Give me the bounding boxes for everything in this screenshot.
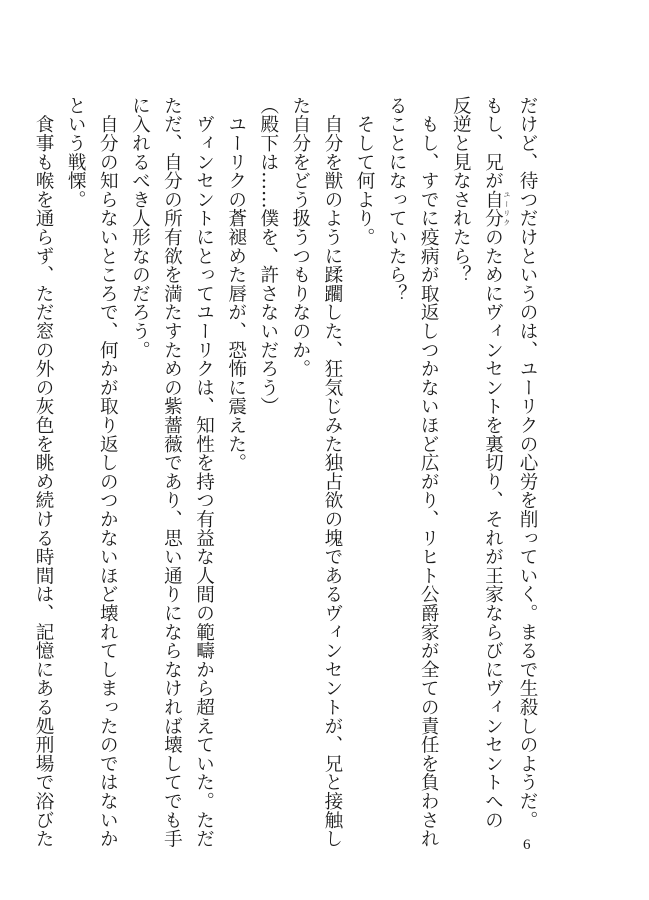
text-line: そして何より。 bbox=[354, 96, 376, 247]
text-line: もし、すでに疫病が取返しつかないほど広がり、リヒト公爵家が全ての責任を負わされ bbox=[418, 96, 440, 848]
text-line: ヴィンセントにとってユーリクは、知性を持つ有益な人間の範疇から超えていた。ただ bbox=[193, 96, 215, 848]
text-line: だけど、待つだけというのは、ユーリクの心労を削っていく。まるで生殺しのようだ。 bbox=[517, 96, 538, 830]
text-line: ただ、自分の所有欲を満たすための紫薔薇であり、思い通りにならなければ壊してでも手 bbox=[161, 96, 183, 848]
text-line: 自分の知らないところで、何かが取り返しのつかないほど壊れてしまったのではないか bbox=[97, 96, 119, 848]
vertical-text-body bbox=[27, 96, 543, 848]
ruby-reading: ユーリク bbox=[502, 190, 511, 228]
text-line: 自分を獣のように蹂躙した、狂気じみた独占欲の塊であるヴィンセントが、兄と接触し bbox=[321, 96, 343, 848]
text-segment: もし、兄が bbox=[482, 96, 504, 190]
text-line: に入れるべき人形なのだろう。 bbox=[129, 96, 151, 360]
text-line: た自分をどう扱うつもりなのか。 bbox=[289, 96, 311, 378]
text-line: ユーリクの蒼褪めた唇が、恐怖に震えた。 bbox=[225, 96, 247, 472]
page-number: 6 bbox=[523, 837, 531, 853]
ruby-annotation bbox=[482, 190, 511, 228]
text-line: という戦慄。 bbox=[65, 96, 87, 209]
ruby-base: 自分 bbox=[482, 190, 504, 228]
text-line: 反逆と見なされたら？ bbox=[450, 96, 472, 284]
text-line: （殿下は……僕を、許さないだろう） bbox=[257, 96, 279, 416]
text-line: ることになっていたら？ bbox=[386, 96, 408, 303]
text-line-with-ruby bbox=[476, 96, 511, 830]
text-segment: のためにヴィンセントを裏切り、それが王家ならびにヴィンセントへの bbox=[482, 227, 504, 830]
text-line: 食事も喉を通らず、ただ窓の外の灰色を眺め続ける時間は、記憶にある処刑場で浴びた bbox=[33, 96, 55, 848]
